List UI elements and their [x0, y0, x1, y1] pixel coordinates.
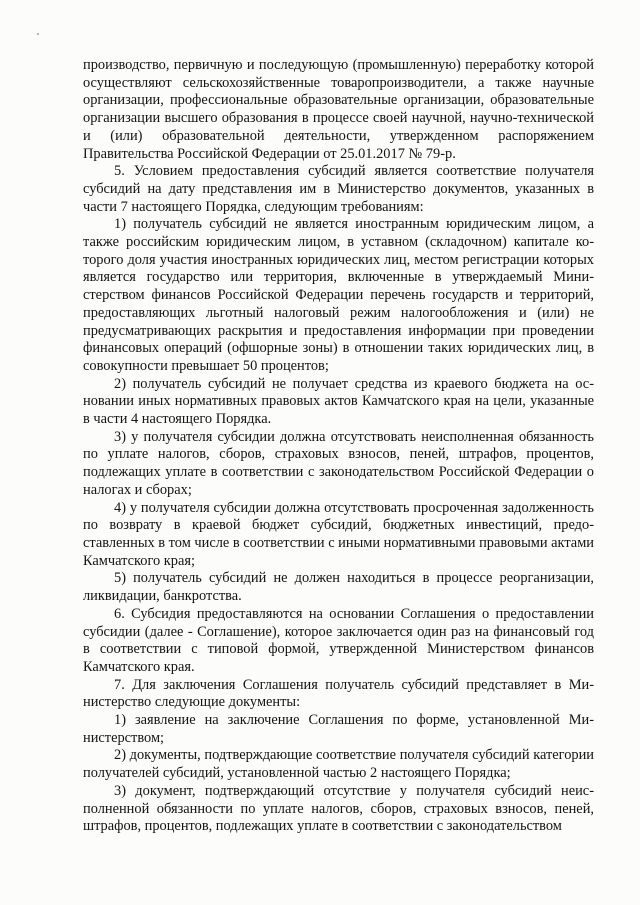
paragraph-document-3: 3) документ, подтверждающий отсутствие у получателя субсидий неисполненной обязанности по уплате налогов, сборов, страховых взносов, пеней, штрафов, процентов, подлежащих уплате в соответствии с законодательством	[83, 782, 594, 835]
paragraph-continuation: производство, первичную и последующую (промышленную) переработку которой осуществляют сельскохозяйственные товаропроизводители, а также научные организации, профессиональные образовательные организации, образовательные организации высшего образования в процессе своей научной, научно-технической и (или) образовательной деятельности, утвержденном распоряжением Правительства Российской Федерации от 25.01.2017 № 79-р.	[83, 57, 594, 162]
paragraph-requirement-3: 3) у получателя субсидии должна отсутствовать неисполненная обязанность по уплате налогов, сборов, страховых взносов, пеней, штрафов, процентов, подлежащих уплате в соответствии с законодательством Российской Федерации о налогах и сборах;	[83, 428, 594, 498]
paragraph-document-1: 1) заявление на заключение Соглашения по форме, установленной Министерством;	[83, 712, 594, 746]
paragraph-clause-6: 6. Субсидия предоставляются на основании Соглашения о предоставлении субсидии (далее - Соглашение), которое заключается один раз на финансовый год в соответствии с типовой формой, утвержденной Министерством финансов Камчатского края.	[83, 605, 594, 675]
paragraph-requirement-5: 5) получатель субсидий не должен находиться в процессе реорганизации, ликвидации, банкротства.	[83, 570, 594, 605]
paragraph-document-2: 2) документы, подтверждающие соответствие получателя субсидий категории получателей субсидий, установленной частью 2 настоящего Порядка;	[83, 747, 594, 782]
paragraph-requirement-1: 1) получатель субсидий не является иностранным юридическим лицом, а также российским юридическим лицом, в уставном (складочном) капитале которого доля участия иностранных юридических лиц, местом регистрации которых является государство или территория, включенные в утверждаемый Министерством финансов Российской Федерации перечень государств и территорий, предоставляющих льготный налоговый режим налогообложения и (или) не предусматривающих раскрытия и предоставления информации при проведении финансовых операций (офшорные зоны) в отношении таких юридических лиц, в совокупности превышает 50 процентов;	[83, 216, 594, 374]
scan-speck	[37, 33, 39, 35]
document-body	[83, 57, 594, 836]
paragraph-requirement-4: 4) у получателя субсидии должна отсутствовать просроченная задолженность по возврату в краевой бюджет субсидий, бюджетных инвестиций, предоставленных в том числе в соответствии с иными нормативными правовыми актами Камчатского края;	[83, 499, 594, 569]
paragraph-clause-5: 5. Условием предоставления субсидий является соответствие получателя субсидий на дату представления им в Министерство документов, указанных в части 7 настоящего Порядка, следующим требованиям:	[83, 163, 594, 215]
paragraph-clause-7: 7. Для заключения Соглашения получатель субсидий представляет в Министерство следующие документы:	[83, 676, 594, 711]
paragraph-requirement-2: 2) получатель субсидий не получает средства из краевого бюджета на основании иных нормативных правовых актов Камчатского края на цели, указанные в части 4 настоящего Порядка.	[83, 375, 594, 428]
